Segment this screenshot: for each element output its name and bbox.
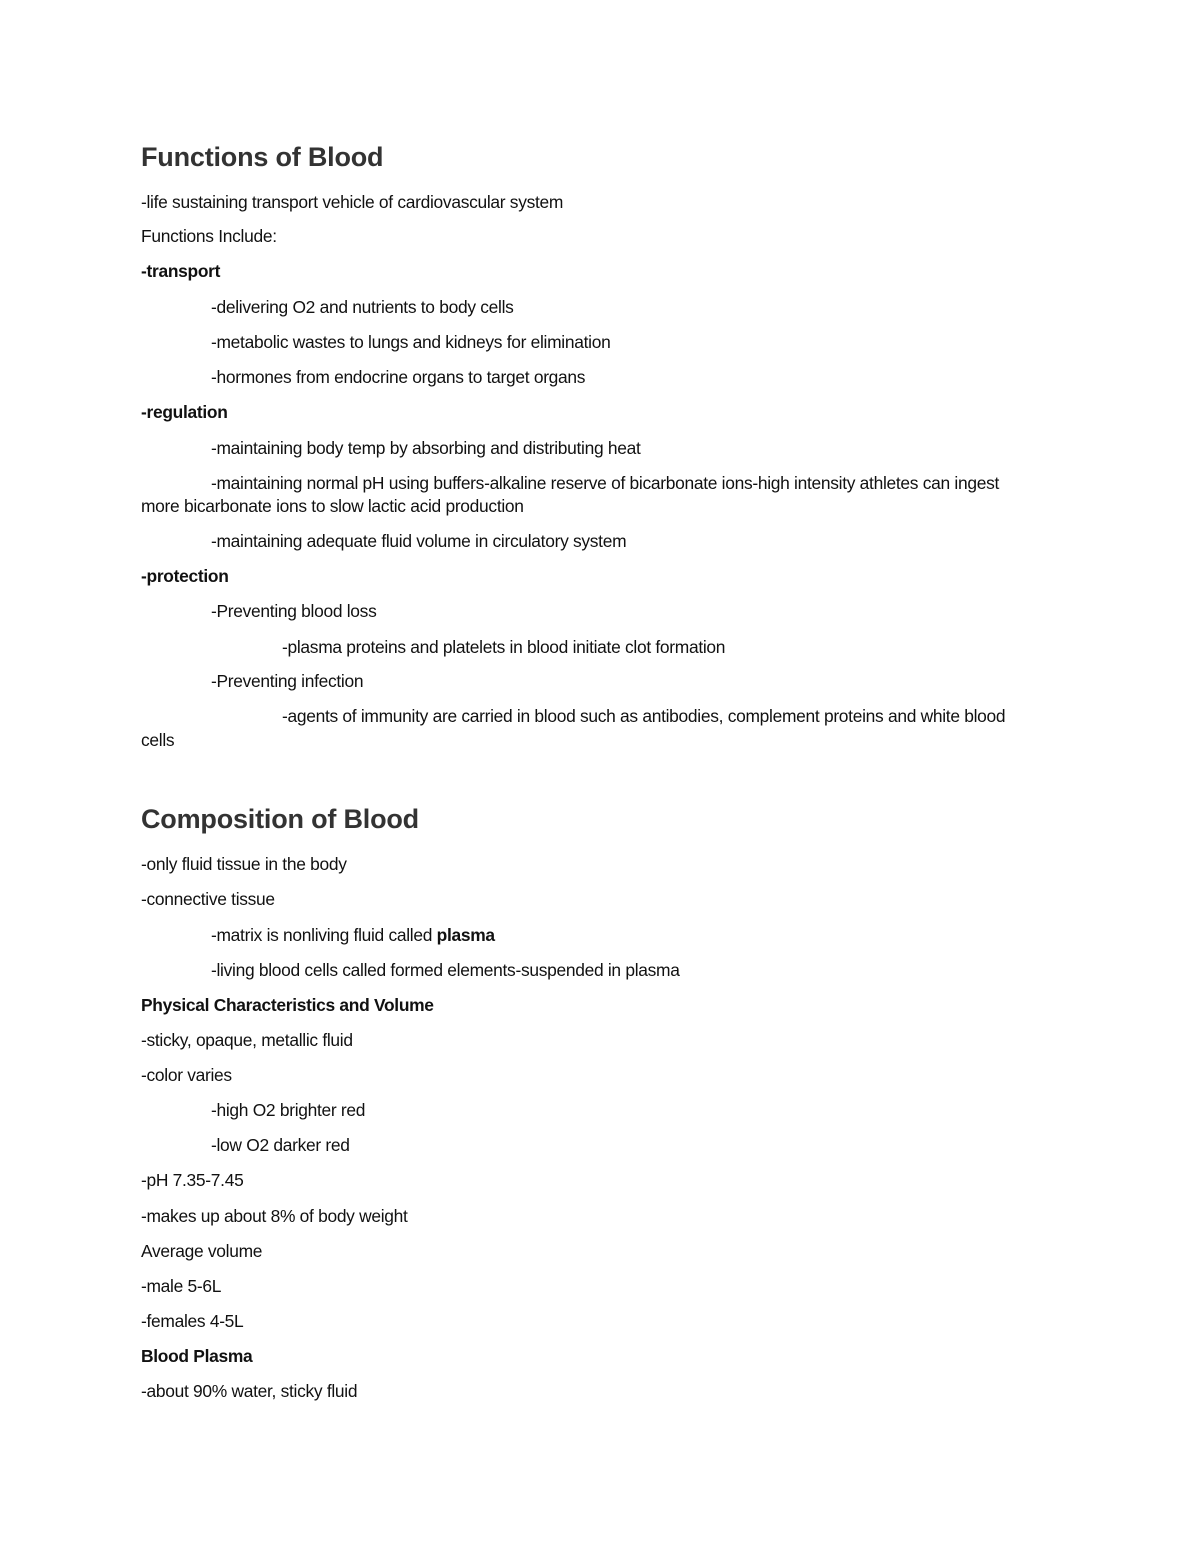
list-item-continuation: more bicarbonate ions to slow lactic acid production [141,496,524,516]
matrix-text: -matrix is nonliving fluid called [211,925,437,945]
text-line: -sticky, opaque, metallic fluid [141,1030,353,1050]
list-item: -delivering O2 and nutrients to body cells [211,297,514,317]
list-item: -living blood cells called formed elements-suspended in plasma [211,960,680,980]
text-line: Average volume [141,1241,263,1261]
text-intro: -life sustaining transport vehicle of cardiovascular system [141,192,564,212]
list-item: -high O2 brighter red [211,1100,366,1120]
subheading-regulation [141,401,228,424]
protection-prefix: - [141,566,147,586]
text-line: -about 90% water, sticky fluid [141,1381,358,1401]
list-item: -metabolic wastes to lungs and kidneys for elimination [211,332,611,352]
text-line: -females 4-5L [141,1311,244,1331]
text-line: -connective tissue [141,889,275,909]
list-item-matrix [211,924,495,947]
transport-label: transport [146,261,221,281]
text-line: -color varies [141,1065,232,1085]
text-line: -pH 7.35-7.45 [141,1170,244,1190]
list-item: -hormones from endocrine organs to target organs [211,367,586,387]
list-item: -maintaining normal pH using buffers-alkaline reserve of bicarbonate ions-high intensity athletes can ingest [211,473,999,493]
text-line: -male 5-6L [141,1276,222,1296]
text-functions-include: Functions Include: [141,226,277,246]
list-item: -Preventing blood loss [211,601,377,621]
regulation-prefix: - [141,402,147,422]
heading-composition-of-blood: Composition of Blood [141,804,419,834]
list-subitem: -plasma proteins and platelets in blood initiate clot formation [282,637,726,657]
text-line: -only fluid tissue in the body [141,854,347,874]
transport-prefix: - [141,261,147,281]
list-item: -maintaining body temp by absorbing and distributing heat [211,438,641,458]
subheading-transport [141,260,220,283]
regulation-label: regulation [146,402,228,422]
list-subitem: -agents of immunity are carried in blood such as antibodies, complement proteins and white blood [282,706,1006,726]
subheading-blood-plasma: Blood Plasma [141,1346,253,1366]
text-line: -makes up about 8% of body weight [141,1206,408,1226]
subheading-protection [141,565,229,588]
list-item: -Preventing infection [211,671,364,691]
subheading-physical-characteristics: Physical Characteristics and Volume [141,995,434,1015]
heading-functions-of-blood: Functions of Blood [141,142,384,172]
list-item: -maintaining adequate fluid volume in circulatory system [211,531,627,551]
plasma-term: plasma [436,925,495,945]
list-item: -low O2 darker red [211,1135,350,1155]
protection-label: protection [146,566,229,586]
list-subitem-continuation: cells [141,730,175,750]
